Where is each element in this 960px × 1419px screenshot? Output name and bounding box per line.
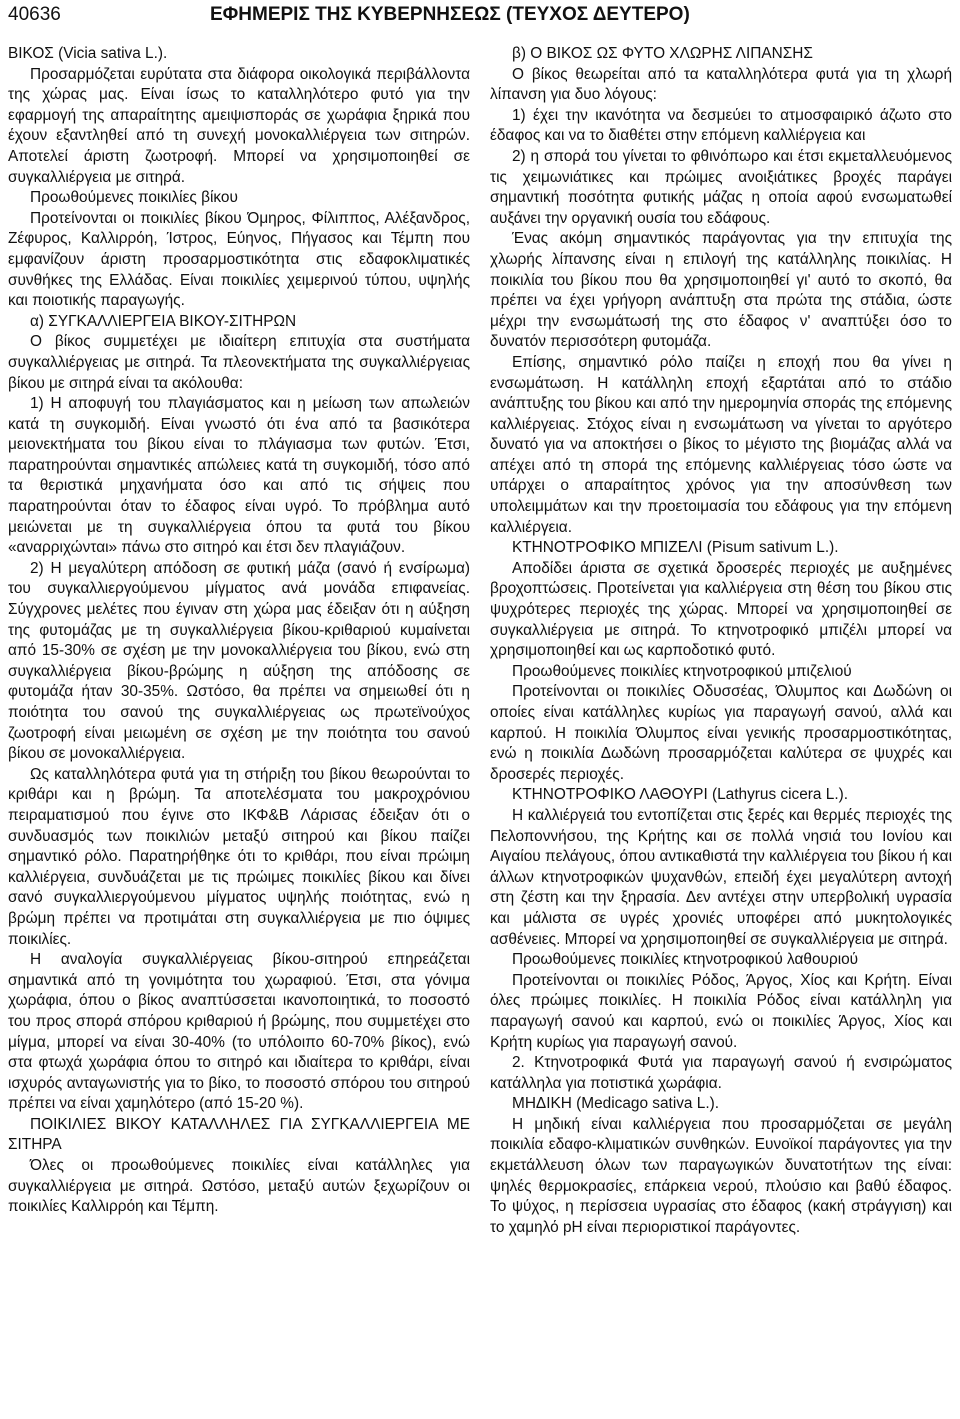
paragraph: Ο βίκος συμμετέχει με ιδιαίτερη επιτυχία στα συστήματα συγκαλλιέργειας με σιτηρά. Τα πλεονεκτήματα της συγκαλλιέργειας βίκου με σιτηρά είναι τα ακόλουθα: [8, 333, 470, 392]
paragraph: Η αναλογία συγκαλλιέργειας βίκου-σιτηρού επηρεάζεται σημαντικά από τη γονιμότητα του χωραφιού. Έτσι, στα γόνιμα χωράφια, όπου ο βίκος αναπτύσσεται ικανοποιητικά, το ποσοστό του προς σπορά σπόρου κριθαριού ή βρώμης, που συμμετέχει στο μίγμα, μπορεί να είναι 30-40% (το υπόλοιπο 60-70% βίκος), ενώ στα φτωχά χωράφια όπου το σιτηρό και ιδιαίτερα το κριθάρι, είναι ισχυρός ανταγωνιστής για το βίκο, το ποσοστό σπόρου του σιτηρού πρέπει να είναι χαμηλότερο (από 15-20 %). [8, 951, 470, 1113]
left-column [8, 44, 470, 1218]
section-heading: ΠΟΙΚΙΛΙΕΣ ΒΙΚΟΥ ΚΑΤΑΛΛΗΛΕΣ ΓΙΑ ΣΥΓΚΑΛΛΙΕΡΓΕΙΑ ΜΕ ΣΙΤΗΡΑ [8, 1115, 470, 1154]
paragraph: Ένας ακόμη σημαντικός παράγοντας για την επιτυχία της χλωρής λίπανσης είναι η επιλογή της κατάλληλης ποικιλίας. Η ποικιλία του βίκου που θα χρησιμοποιηθεί γι' αυτό το σκοπό, θα πρέπει να έχει γρήγορη ανάπτυξη στα πρώτα της στάδια, ώστε μέχρι την ενσωμάτωσή της στο έδαφος ν' αναπτύξει όσο το δυνατόν περισσότερη φυτομάζα. [490, 230, 952, 351]
paragraph: Προσαρμόζεται ευρύτατα στα διάφορα οικολογικά περιβάλλοντα της χώρας μας. Είναι ίσως το καταλληλότερο φυτό για την εφαρμογή της απαραίτητης αμειψισποράς σε χωράφια ξηρικά που έχουν εξαντληθεί από τη συνεχή μονοκαλλιέργεια των σιτηρών. Αποτελεί άριστη ζωοτροφή. Μπορεί να χρησιμοποιηθεί σε συγκαλλιέργεια με σιτηρά. [8, 65, 470, 186]
paragraph: Προτείνονται οι ποικιλίες βίκου Όμηρος, Φίλιππος, Αλέξανδρος, Ζέφυρος, Καλλιρρόη, Ίστρος, Εύηνος, Πήγασος και Τέμπη που εμφανίζουν άριστη προσαρμοστικότητα στις εδαφοκλιματικές συνθήκες της Ελλάδας. Είναι ποικιλίες χειμερινού τύπου, υψηλής και ποιοτικής παραγωγής. [8, 209, 470, 310]
section-heading: α) ΣΥΓΚΑΛΛΙΕΡΓΕΙΑ ΒΙΚΟΥ-ΣΙΤΗΡΩΝ [30, 312, 297, 330]
gazette-title: ΕΦΗΜΕΡΙΣ ΤΗΣ ΚΥΒΕΡΝΗΣΕΩΣ (ΤΕΥΧΟΣ ΔΕΥΤΕΡΟ) [210, 4, 690, 25]
section-heading: Προωθούμενες ποικιλίες κτηνοτροφικού λαθουριού [512, 951, 859, 969]
paragraph: Προτείνονται οι ποικιλίες Ρόδος, Άργος, Χίος και Κρήτη. Είναι όλες πρώιμες ποικιλίες. Η ποικιλία Ρόδος είναι κατάλληλη για παραγωγή σανού και καρπού, ενώ οι ποικιλίες Άργος, Χίος και Κρήτη κυρίως για παραγωγή σανού. [490, 971, 952, 1051]
paragraph: 1) Η αποφυγή του πλαγιάσματος και η μείωση των απωλειών κατά τη συγκομιδή. Είναι γνωστό ότι ένα από τα βασικότερα μειονεκτήματα του βίκου είναι το πλάγιασμα των φυτών. Έτσι, παρατηρούνται σημαντικές απώλειες κατά τη συγκομιδή, τόσο από τα θεριστικά μηχανήματα όσο και από τις σήψεις που παρατηρούνται όταν το έδαφος είναι υγρό. Το πρόβλημα αυτό μειώνεται με τη συγκαλλιέργεια όπου τα φυτά του βίκου «αναρριχώνται» πάνω στο σιτηρό και έτσι δεν πλαγιάζουν. [8, 395, 470, 557]
section-heading: β) Ο ΒΙΚΟΣ ΩΣ ΦΥΤΟ ΧΛΩΡΗΣ ΛΙΠΑΝΣΗΣ [512, 45, 813, 62]
paragraph: Όλες οι προωθούμενες ποικιλίες είναι κατάλληλες για συγκαλλιέργεια με σιτηρά. Ωστόσο, μεταξύ αυτών ξεχωρίζουν οι ποικιλίες Καλλιρρόη και Τέμπη. [8, 1157, 470, 1216]
section-heading: Προωθούμενες ποικιλίες βίκου [30, 189, 238, 207]
section-heading: ΜΗΔΙΚΗ (Medicago sativa L.). [512, 1095, 719, 1113]
paragraph: Η μηδική είναι καλλιέργεια που προσαρμόζεται σε μεγάλη ποικιλία εδαφο-κλιματικών συνθηκών. Ευνοϊκοί παράγοντες για την εκμετάλλευση όλων των παραγωγικών δυνατοτήτων της είναι: ψηλές θερμοκρασίες, επάρκεια νερού, πλούσιο και βαθύ έδαφος. Το ψύχος, η περίσσεια υγρασίας στο έδαφος (κακή στράγγιση) και το χαμηλό pH είναι περιοριστικοί παράγοντες. [490, 1115, 952, 1236]
paragraph: 1) έχει την ικανότητα να δεσμεύει το ατμοσφαιρικό άζωτο στο έδαφος και να το διαθέτει στην επόμενη καλλιέργεια και [490, 106, 952, 145]
paragraph: ΒΙΚΟΣ (Vicia sativa L.). [8, 45, 168, 62]
paragraph: Ο βίκος θεωρείται από τα καταλληλότερα φυτά για τη χλωρή λίπανση για δυο λόγους: [490, 65, 952, 104]
paragraph: Ως καταλληλότερα φυτά για τη στήριξη του βίκου θεωρούνται το κριθάρι και η βρώμη. Τα αποτελέσματα του μακροχρόνιου πειραματισμού που έγινε στο ΙΚΦ&Β Λάρισας έδειξαν ότι ο συνδυασμός των ποικιλιών μεταξύ σιτηρού και βίκου παίζει σημαντικό ρόλο. Παρατηρήθηκε ότι το κριθάρι, που είναι πρώιμη καλλιέργεια, συνδυάζεται με τις πρώιμες ποικιλίες βίκου και δίνει σανό συγκαλλιεργούμενου μίγματος υψηλής ποιότητας, ενώ η βρώμη πρέπει να προτιμάται στη συγκαλλιέργεια με πιο όψιμες ποικιλίες. [8, 765, 470, 948]
paragraph: Αποδίδει άριστα σε σχετικά δροσερές περιοχές με αυξημένες βροχοπτώσεις. Προτείνεται για καλλιέργεια στη θέση του βίκου στις ψυχρότερες περιοχές της χώρας. Μπορεί να χρησιμοποιηθεί σε συγκαλλιέργεια με σιτηρά. Το κτηνοτροφικό μπιζέλι μπορεί να χρησιμοποιηθεί και ως καρποδοτικό φυτό. [490, 559, 952, 660]
paragraph: 2) Η μεγαλύτερη απόδοση σε φυτική μάζα (σανό ή ενσίρωμα) του συγκαλλιεργούμενου μίγματος ανά μονάδα επιφανείας. Σύγχρονες μελέτες που έγιναν στη χώρα μας έδειξαν ότι η αύξηση της φυτομάζας με τη συγκαλλιέργεια βίκου-κριθαριού κυμαίνεται από 15-30% σε σχέση με την μονοκαλλιέργεια του βίκου, ενώ στη συγκαλλιέργεια βίκου-βρώμης η αύξηση της απόδοσης σε φυτομάζα ήταν 30-35%. Ωστόσο, θα πρέπει να σημειωθεί ότι η ποιότητα του σανού της συγκαλλιέργειας ως πρωτεϊνούχος ζωοτροφή είναι μειωμένη σε σχέση με την ποιότητα του σανού βίκου σε μονοκαλλιέργεια. [8, 559, 470, 763]
right-column [490, 44, 952, 1238]
paragraph: 2) η σπορά του γίνεται το φθινόπωρο και έτσι εκμεταλλευόμενος τις χειμωνιάτικες και πρώιμες ανοιξιάτικες βροχές παράγει σημαντική ποσότητα φυτικής μάζας η οποία αφού ενσωματωθεί αυξάνει την οργανική ουσία του εδάφους. [490, 147, 952, 227]
page-number: 40636 [8, 4, 61, 25]
page-header [8, 2, 952, 28]
section-heading: ΚΤΗΝΟΤΡΟΦΙΚΟ ΛΑΘΟΥΡΙ (Lathyrus cicera L.). [512, 786, 848, 804]
paragraph: Επίσης, σημαντικό ρόλο παίζει η εποχή που θα γίνει η ενσωμάτωση. Η κατάλληλη εποχή εξαρτάται από το στάδιο ανάπτυξης του βίκου και από την ημερομηνία σποράς της επόμενης καλλιέργειας. Στόχος είναι η ενσωμάτωση να γίνεται το αργότερο δυνατό για να αποκτήσει ο βίκος το μέγιστο της βιομάζας αλλά να απέχει από τη σπορά της επόμενης καλλιέργειας τόσο ώστε να υπάρχει ο απαραίτητος χρόνος για την αποσύνθεση των υπολειμμάτων και την προετοιμασία του εδάφους για την επόμενη καλλιέργεια. [490, 353, 952, 536]
paragraph: 2. Κτηνοτροφικά Φυτά για παραγωγή σανού ή ενσιρώματος κατάλληλα για ποτιστικά χωράφια. [490, 1054, 952, 1092]
paragraph: Η καλλιέργειά του εντοπίζεται στις ξερές και θερμές περιοχές της Πελοποννήσου, της Κρήτης και σε πολλά νησιά του Ιονίου και Αιγαίου πελάγους, όπου αντικαθιστά την καλλιέργεια του βίκου ή και άλλων κτηνοτροφικών ψυχανθών, επειδή έχει μεγαλύτερη αντοχή στη ζέστη και την ξηρασία. Δεν αντέχει στην υπερβολική υγρασία και μάλιστα σε υγρές χρονιές υποφέρει από μυκητολογικές ασθένειες. Μπορεί να χρησιμοποιηθεί σε συγκαλλιέργεια με σιτηρά. [490, 806, 952, 948]
section-heading: ΚΤΗΝΟΤΡΟΦΙΚΟ ΜΠΙΖΕΛΙ (Pisum sativum L.). [512, 539, 839, 557]
paragraph: Προτείνονται οι ποικιλίες Οδυσσέας, Όλυμπος και Δωδώνη οι οποίες είναι κατάλληλες κυρίως για παραγωγή σανού, αλλά και καρπού. Η ποικιλία Όλυμπος είναι γενικής προσαρμοστικότητας, ενώ η ποικιλία Δωδώνη προσαρμόζεται καλύτερα σε ψυχρές και δροσερές περιοχές. [490, 683, 952, 783]
section-heading: Προωθούμενες ποικιλίες κτηνοτροφικού μπιζελιού [512, 662, 852, 680]
